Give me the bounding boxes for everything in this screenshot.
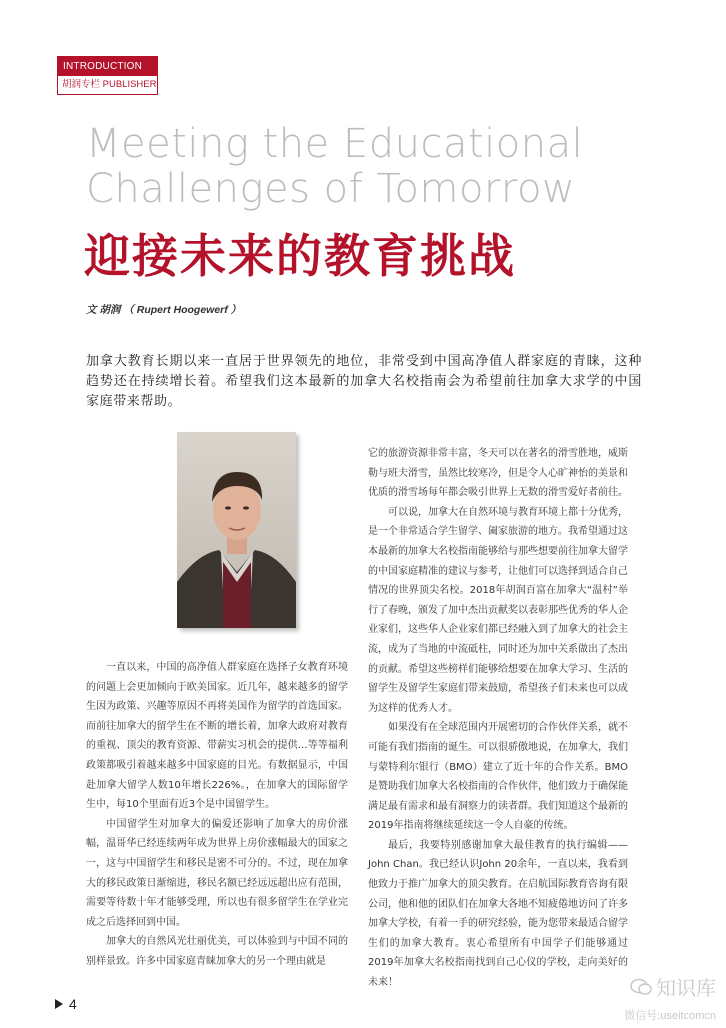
right-column [368,444,628,993]
byline-author-en: （ Rupert Hoogewerf ） [123,304,242,316]
body-paragraph: 中国留学生对加拿大的偏爱还影响了加拿大的房价涨幅，温哥华已经连续两年成为世界上房价涨幅最大的国家之一，这与中国留学生和移民是密不可分的。不过，现在加拿大的移民政策日渐缩进，移民名额已经远远超出应有范围，需要等待数十年才能够受理，所以也有很多留学生在学业完成之后选择回到中国。 [86,818,348,928]
body-paragraph: 它的旅游资源非常丰富，冬天可以在著名的滑雪胜地，威斯勒与班夫滑雪，虽然比较寒冷，但是令人心旷神怡的美景和优质的滑雪场每年都会吸引世界上无数的滑雪爱好者前往。 [368,448,628,499]
page-number-value: 4 [69,996,77,1012]
section-tab [57,56,158,95]
byline [86,302,241,317]
body-paragraph: 一直以来，中国的高净值人群家庭在选择子女教育环境的问题上会更加倾向于欧美国家。近几年，越来越多的留学生因为政策、兴趣等原因不再将美国作为留学的首选国家。而前往加拿大的留学生在不断的增长着，加拿大政府对教育的重视、顶尖的教育资源、带薪实习机会的提供…等等福利政策都吸引着越来越多中国家庭的目光。有数据显示，中国赴加拿大留学人数10年增长226%。，在加拿大的国际留学生中，每10个里面有近3个是中国留学生。 [86,662,348,811]
watermark-account: 微信号:useitcomcn [624,1010,716,1022]
section-label: INTRODUCTION [58,57,157,76]
author-portrait [177,432,296,628]
page-number [55,996,77,1012]
body-paragraph: 最后，我要特别感谢加拿大最佳教育的执行编辑——John Chan。我已经认识John 20余年，一直以来，我看到他致力于推广加拿大的顶尖教育。在启航国际教育咨询有限公司，他和他的团队们在加拿大各地不知疲倦地访问了许多加拿大学校，有着一手的研究经验，能为您带来最适合留学生们的加拿大教育。衷心希望所有中国学子们能够通过2019年加拿大名校指南找到自己心仪的学校，走向美好的未来！ [368,839,628,989]
body-paragraph: 加拿大的自然风光壮丽优美，可以体验到与中国不同的别样景致。许多中国家庭青睐加拿大的另一个理由就是 [86,936,348,967]
left-column [86,658,348,972]
watermark-brand-text: 知识库 [656,978,716,1000]
title-chinese: 迎接未来的教育挑战 [84,229,516,283]
wechat-icon [630,978,652,996]
watermark [624,972,716,1023]
body-paragraph: 如果没有在全球范围内开展密切的合作伙伴关系，就不可能有我们指南的诞生。可以很骄傲地说，在加拿大，我们与蒙特利尔银行（BMO）建立了近十年的合作关系。BMO是赞助我们加拿大名校指南的合作伙伴，他们致力于确保能满足最有需求和最有洞察力的读者群。我们知道这个最新的2019年指南将继续延续这一令人自豪的传统。 [368,722,628,832]
watermark-brand [624,972,716,1001]
title-english [86,122,646,212]
byline-author-cn: 文 胡润 [86,304,121,316]
page-arrow-icon [55,999,63,1009]
portrait-illustration [177,432,296,628]
title-english-line: Challenges of Tomorrow [86,166,576,212]
lead-paragraph: 加拿大教育长期以来一直居于世界领先的地位，非常受到中国高净值人群家庭的青睐，这种趋势还在持续增长着。希望我们这本最新的加拿大名校指南会为希望前往加拿大求学的中国家庭带来帮助。 [86,354,642,409]
title-english-line: Meeting the Educational [86,121,584,167]
section-sublabel: 胡润专栏 PUBLISHER [58,76,157,94]
body-paragraph: 可以说，加拿大在自然环境与教育环境上都十分优秀，是一个非常适合学生留学、阖家旅游的地方。我希望通过这本最新的加拿大名校指南能够给与那些想要前往加拿大留学的中国家庭精准的建议与参考，让他们可以选择到适合自己情况的世界顶尖名校。2018年胡润百富在加拿大“温村”举行了春晚，颁发了加中杰出贡献奖以表彰那些优秀的华人企业家们，这些华人企业家们都已经融入到了加拿大的社会主流，成为了当地的中流砥柱，同时还为加中关系做出了杰出的贡献。希望这些榜样们能够给想要在加拿大学习、生活的留学生及留学生家庭们带来鼓励，希望孩子们未来也可以成为这样的优秀人才。 [368,506,628,714]
